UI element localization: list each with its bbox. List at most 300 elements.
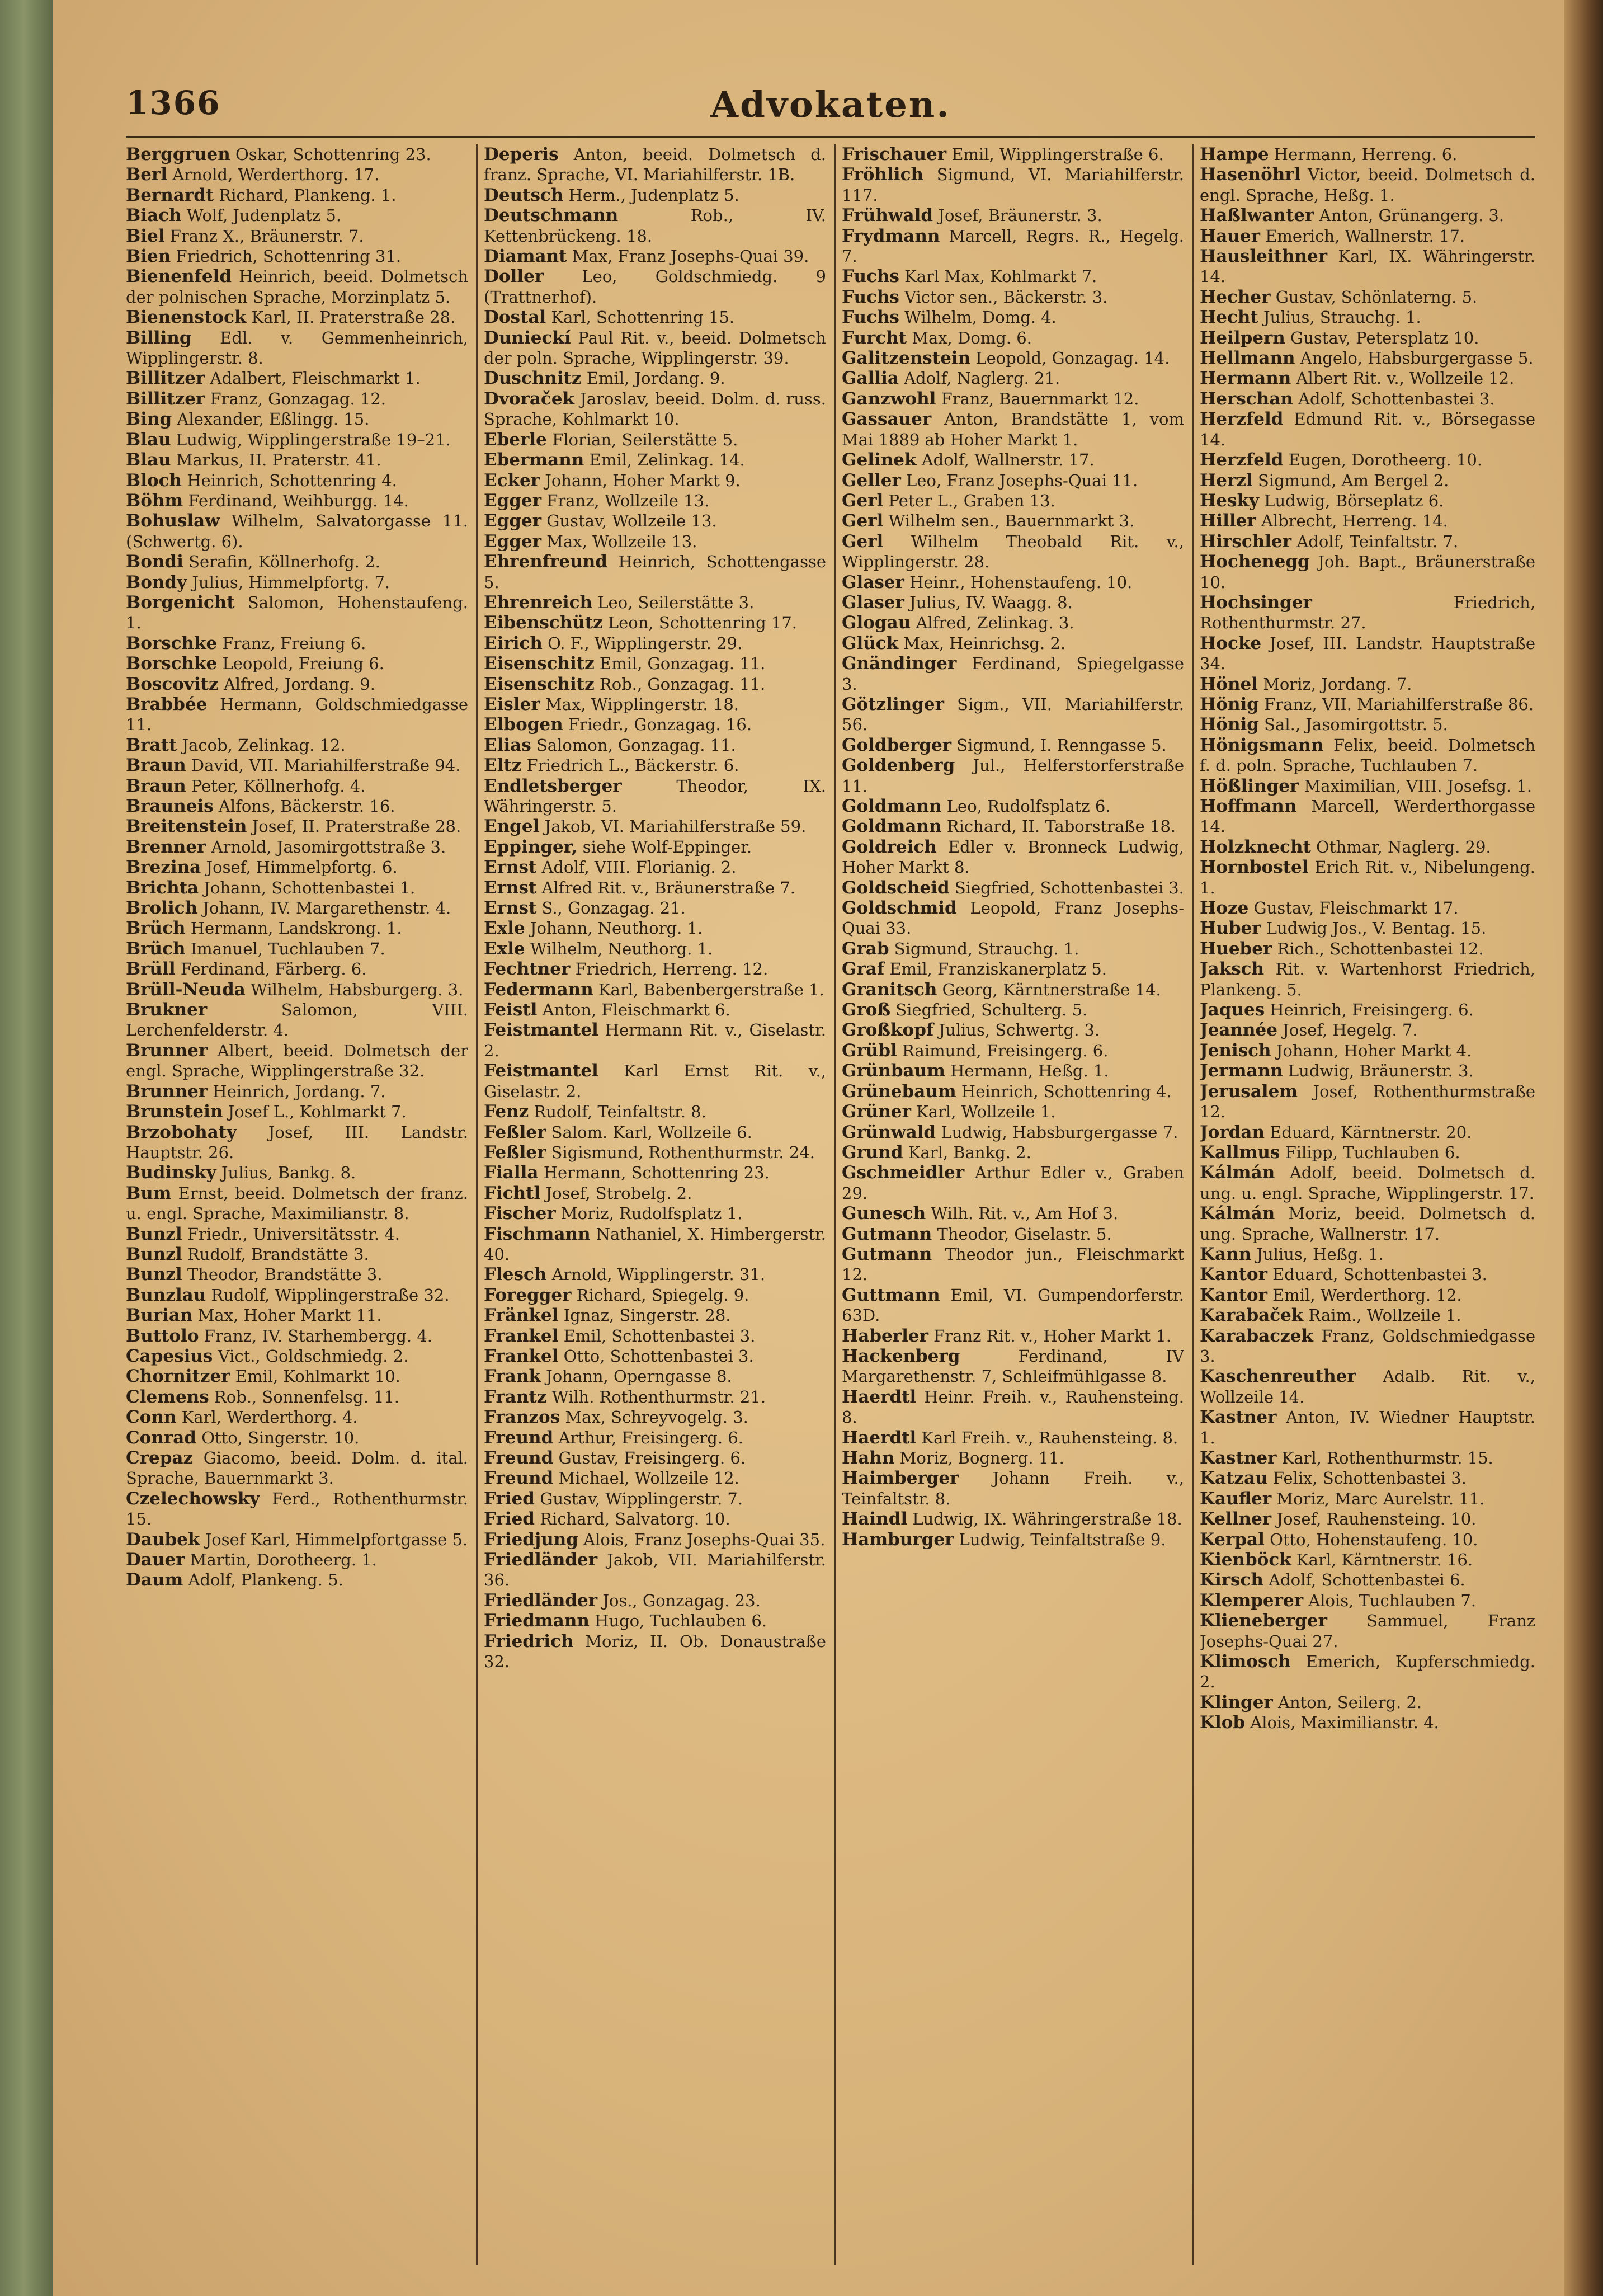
directory-entry: [842, 816, 1184, 836]
entry-name: Ehrenfreund: [484, 552, 607, 572]
directory-entry: [484, 898, 826, 918]
entry-name: Brüch: [126, 938, 186, 959]
entry-name: Fried: [484, 1488, 535, 1509]
directory-entry: [484, 735, 826, 755]
directory-entry: [484, 266, 826, 307]
entry-details: Adolf, VIII. Florianig. 2.: [536, 858, 737, 877]
entry-name: Haerdtl: [842, 1427, 917, 1448]
entry-name: Fuchs: [842, 307, 899, 328]
entry-details: Edl. v. Gemmenheinrich, Wipplingerstr. 8.: [126, 328, 468, 368]
directory-entry: [484, 1366, 826, 1386]
entry-details: Sigmund, Strauchg. 1.: [889, 939, 1079, 958]
entry-details: Albert Rit. v., Wollzeile 12.: [1291, 369, 1515, 388]
entry-details: Vict., Goldschmiedg. 2.: [213, 1346, 409, 1366]
entry-details: Wilhelm, Habsburgerg. 3.: [245, 980, 464, 999]
directory-entry: [484, 714, 826, 735]
entry-details: Moriz, Bognerg. 11.: [894, 1448, 1064, 1467]
entry-details: Imanuel, Tuchlauben 7.: [185, 939, 385, 958]
directory-entry: [842, 1122, 1184, 1142]
directory-entry: [126, 857, 468, 877]
entry-details: Heinrich, beeid. Dolmetsch der polnischen Sprache, Morzinplatz 5.: [126, 267, 468, 307]
entry-details: Salom. Karl, Wollzeile 6.: [546, 1122, 752, 1142]
directory-entry: [842, 653, 1184, 694]
entry-details: Alfred, Jordang. 9.: [218, 674, 375, 694]
entry-details: Arthur, Freisingerg. 6.: [553, 1428, 743, 1447]
directory-entry: [842, 368, 1184, 388]
entry-details: Giacomo, beeid. Dolm. d. ital. Sprache, Bauernmarkt 3.: [126, 1448, 468, 1488]
entry-details: Emil, Schottenbastei 3.: [558, 1326, 756, 1345]
directory-entry: [484, 1346, 826, 1366]
entry-name: Hackenberg: [842, 1345, 960, 1366]
directory-entry: [842, 1163, 1184, 1203]
entry-name: Czelechowsky: [126, 1488, 260, 1509]
directory-entry: [1200, 1448, 1535, 1468]
entry-details: Friedrich, Schottenring 31.: [171, 247, 402, 266]
directory-entry: [1200, 1203, 1535, 1244]
entry-details: Sigmund, Am Bergel 2.: [1252, 471, 1449, 490]
entry-name: Grünebaum: [842, 1081, 956, 1102]
entry-name: Bunzl: [126, 1264, 182, 1285]
directory-entry: [842, 1203, 1184, 1224]
directory-entry: [126, 471, 468, 491]
directory-entry: [484, 592, 826, 613]
page-header: [126, 84, 1535, 134]
entry-details: Emil, Wipplingerstraße 6.: [946, 145, 1164, 164]
entry-name: Glaser: [842, 592, 904, 613]
entry-name: Feistmantel: [484, 1020, 598, 1041]
entry-name: Jaques: [1200, 1000, 1265, 1020]
entry-name: Grünbaum: [842, 1061, 945, 1081]
directory-entry: [484, 471, 826, 491]
entry-name: Bloch: [126, 470, 182, 491]
entry-details: Emil, Zelinkag. 14.: [584, 450, 745, 470]
entry-details: Arnold, Jasomirgottstraße 3.: [206, 837, 446, 857]
entry-details: Friedr., Universitätsstr. 4.: [182, 1224, 400, 1244]
entry-details: Julius, Bankg. 8.: [216, 1163, 356, 1183]
entry-name: Gerl: [842, 531, 884, 552]
entry-name: Kastner: [1200, 1407, 1277, 1428]
directory-entry: [484, 980, 826, 1000]
entry-details: Martin, Dorotheerg. 1.: [185, 1550, 377, 1570]
directory-entry: [484, 1102, 826, 1122]
entry-details: Moriz, beeid. Dolmetsch d. ung. Sprache, Wallnerstr. 17.: [1200, 1204, 1535, 1244]
page-edge: [1564, 0, 1603, 2296]
entry-name: Egger: [484, 511, 542, 531]
entry-details: Karl, Babenbergerstraße 1.: [593, 980, 824, 999]
entry-name: Friedrich: [484, 1631, 574, 1652]
entry-name: Glaser: [842, 572, 904, 592]
entry-details: Erich Rit. v., Nibelungeng. 1.: [1200, 858, 1535, 897]
directory-entry: [842, 1081, 1184, 1102]
entry-name: Brüll-Neuda: [126, 979, 246, 1000]
entry-name: Bunzl: [126, 1244, 182, 1264]
directory-entry: [484, 1224, 826, 1265]
entry-name: Chornitzer: [126, 1366, 230, 1387]
directory-entry: [484, 389, 826, 430]
directory-entry: [1200, 837, 1535, 857]
entry-name: Fischer: [484, 1203, 556, 1224]
entry-name: Gschmeidler: [842, 1163, 965, 1183]
entry-name: Fuchs: [842, 286, 899, 307]
directory-entry: [1200, 1591, 1535, 1611]
directory-entry: [842, 164, 1184, 205]
entry-name: Gelinek: [842, 450, 917, 471]
entry-name: Hampe: [1200, 144, 1269, 164]
entry-details: Ludwig, Börseplatz 6.: [1258, 491, 1444, 510]
entry-name: Eberle: [484, 429, 547, 450]
directory-entry: [484, 205, 826, 246]
entry-details: Raim., Wollzeile 1.: [1303, 1306, 1461, 1325]
entry-details: Sigismund, Rothenthurmstr. 24.: [546, 1142, 815, 1162]
entry-name: Klieneberger: [1200, 1611, 1327, 1631]
entry-name: Großkopf: [842, 1020, 934, 1041]
entry-name: Glück: [842, 633, 899, 653]
entry-name: Brolich: [126, 898, 198, 919]
directory-entry: [842, 1224, 1184, 1244]
directory-entry: [1200, 1020, 1535, 1040]
entry-details: Leo, Franz Josephs-Quai 11.: [900, 471, 1138, 490]
entry-details: Raimund, Freisingerg. 6.: [897, 1041, 1109, 1060]
entry-details: Karl, Schottenring 15.: [546, 308, 735, 327]
entry-name: Bien: [126, 246, 171, 267]
entry-details: Theodor jun., Fleischmarkt 12.: [842, 1244, 1184, 1285]
entry-details: Anton, Grünangerg. 3.: [1314, 206, 1505, 225]
directory-entry: [126, 491, 468, 511]
entry-details: Rob., Sonnenfelsg. 11.: [209, 1387, 400, 1406]
entry-details: Adalb. Rit. v., Wollzeile 14.: [1200, 1367, 1535, 1406]
entry-details: Friedrich L., Bäckerstr. 6.: [521, 756, 739, 775]
entry-details: Karl, Rothenthurmstr. 15.: [1276, 1448, 1493, 1467]
entry-details: Wilhelm Theobald Rit. v., Wipplingerstr. 28.: [842, 531, 1184, 572]
directory-entry: [484, 491, 826, 511]
entry-details: Franz, Wollzeile 13.: [541, 491, 710, 510]
directory-entry: [126, 572, 468, 592]
entry-name: Bienenfeld: [126, 266, 232, 287]
entry-name: Hochsinger: [1200, 592, 1312, 613]
entry-name: Borschke: [126, 653, 218, 674]
entry-name: Hönel: [1200, 674, 1258, 694]
directory-entry: [1200, 857, 1535, 898]
directory-entry: [484, 878, 826, 898]
entry-name: Deutsch: [484, 185, 564, 205]
directory-entry: [126, 1387, 468, 1407]
entry-name: Blau: [126, 450, 171, 471]
entry-details: Ludwig, Habsburgergasse 7.: [936, 1122, 1178, 1142]
entry-name: Fischmann: [484, 1224, 591, 1244]
entry-details: Edmund Rit. v., Börsegasse 14.: [1200, 410, 1535, 449]
entry-name: Braun: [126, 775, 186, 796]
entry-name: Klemperer: [1200, 1590, 1304, 1611]
entry-details: Leo, Seilerstätte 3.: [592, 592, 755, 612]
entry-name: Fialla: [484, 1163, 539, 1183]
entry-name: Haerdtl: [842, 1386, 917, 1407]
entry-name: Budinsky: [126, 1163, 216, 1183]
directory-entry: [842, 328, 1184, 348]
entry-details: Alfred Rit. v., Bräunerstraße 7.: [536, 878, 796, 897]
entry-name: Bondi: [126, 552, 183, 572]
entry-name: Berl: [126, 164, 168, 185]
entry-details: Richard, II. Taborstraße 18.: [941, 817, 1176, 836]
directory-entry: [842, 266, 1184, 286]
entry-details: Wilhelm sen., Bauernmarkt 3.: [883, 511, 1135, 531]
entry-details: Herm., Judenplatz 5.: [563, 185, 739, 205]
directory-entry: [842, 898, 1184, 939]
entry-name: Feßler: [484, 1142, 546, 1163]
directory-entry: [842, 735, 1184, 755]
directory-entry: [1200, 1061, 1535, 1081]
entry-name: Goldreich: [842, 836, 937, 857]
entry-details: Leopold, Freiung 6.: [217, 654, 384, 674]
entry-name: Brzobohaty: [126, 1122, 237, 1142]
entry-details: Gustav, Fleischmarkt 17.: [1248, 898, 1459, 918]
directory-entry: [126, 266, 468, 307]
entry-details: Michael, Wollzeile 12.: [553, 1469, 739, 1488]
column-divider: [476, 144, 478, 2265]
directory-entry: [126, 980, 468, 1000]
entry-details: Emil, Kohlmarkt 10.: [230, 1367, 400, 1386]
directory-entry: [1200, 246, 1535, 287]
entry-details: Emil, Franziskanerplatz 5.: [884, 959, 1107, 979]
entry-name: Jermann: [1200, 1061, 1283, 1081]
directory-entry: [842, 837, 1184, 878]
entry-details: Karl Freih. v., Rauhensteing. 8.: [916, 1428, 1178, 1447]
entry-name: Bohuslaw: [126, 511, 220, 531]
directory-entry: [126, 1570, 468, 1590]
entry-details: Johann, Operngasse 8.: [540, 1367, 732, 1386]
directory-entry: [1200, 307, 1535, 327]
directory-entry: [842, 471, 1184, 491]
entry-name: Hoffmann: [1200, 796, 1297, 816]
entry-name: Frank: [484, 1366, 541, 1387]
entry-name: Diamant: [484, 246, 567, 267]
directory-entry: [484, 450, 826, 470]
entry-name: Crepaz: [126, 1448, 194, 1468]
entry-name: Ernst: [484, 857, 537, 878]
entry-details: Wilhelm, Salvatorgasse 11. (Schwertg. 6).: [126, 511, 468, 551]
directory-entry: [126, 796, 468, 816]
entry-name: Bunzl: [126, 1224, 182, 1244]
entry-details: Jaroslav, beeid. Dolm. d. russ. Sprache, Kohlmarkt 10.: [484, 389, 826, 429]
entry-details: Johann, Hoher Markt 9.: [540, 471, 741, 490]
entry-name: Grab: [842, 938, 889, 959]
entry-details: Max, Domg. 6.: [907, 328, 1032, 347]
entry-name: Brabbée: [126, 694, 208, 714]
directory-entry: [484, 1305, 826, 1325]
directory-entry: [842, 389, 1184, 409]
entry-name: Brauneis: [126, 796, 214, 816]
directory-entry: [126, 1102, 468, 1122]
entry-name: Dvoraček: [484, 388, 575, 409]
directory-entry: [126, 307, 468, 327]
directory-entry: [126, 185, 468, 205]
entry-name: Bratt: [126, 735, 177, 755]
directory-entry: [842, 878, 1184, 898]
entry-name: Freund: [484, 1448, 554, 1468]
entry-name: Elbogen: [484, 714, 563, 735]
entry-details: Salomon, Hohenstaufeng. 1.: [126, 592, 468, 633]
directory-entry: [126, 389, 468, 409]
directory-entry: [1200, 389, 1535, 409]
entry-name: Gassauer: [842, 409, 932, 430]
column-1: [126, 144, 468, 2265]
entry-name: Fröhlich: [842, 164, 923, 185]
directory-entry: [126, 816, 468, 836]
entry-details: Josef, Rothenthurmstraße 12.: [1200, 1081, 1535, 1122]
entry-details: Richard, Plankeng. 1.: [214, 185, 397, 205]
entry-name: Blau: [126, 429, 171, 450]
entry-details: Franz, Freiung 6.: [217, 633, 366, 653]
directory-entry: [484, 755, 826, 775]
entry-details: Victor sen., Bäckerstr. 3.: [899, 287, 1108, 307]
entry-name: Hecht: [1200, 307, 1258, 328]
entry-details: Arnold, Werderthorg. 17.: [167, 165, 380, 185]
entry-name: Hiller: [1200, 511, 1256, 531]
directory-entry: [1200, 205, 1535, 225]
directory-entry: [842, 287, 1184, 307]
entry-name: Heilpern: [1200, 327, 1285, 348]
directory-entry: [126, 1326, 468, 1346]
entry-details: Ferdinand, Weihburgg. 14.: [183, 491, 409, 510]
entry-name: Galitzenstein: [842, 348, 971, 369]
directory-entry: [126, 164, 468, 185]
entry-details: Karl, II. Praterstraße 28.: [246, 308, 456, 327]
entry-name: Federmann: [484, 979, 593, 1000]
entry-name: Goldenberg: [842, 755, 955, 776]
entry-name: Doller: [484, 266, 544, 287]
entry-details: Franz Rit. v., Hoher Markt 1.: [928, 1326, 1172, 1345]
entry-details: Peter L., Graben 13.: [883, 491, 1055, 510]
entry-details: Eduard, Kärntnerstr. 20.: [1264, 1122, 1472, 1142]
directory-entry: [1200, 450, 1535, 470]
directory-entry: [484, 185, 826, 205]
directory-entry: [1200, 592, 1535, 633]
entry-name: Holzknecht: [1200, 836, 1311, 857]
entry-details: Johann, Schottenbastei 1.: [199, 878, 416, 897]
entry-name: Deutschmann: [484, 205, 619, 226]
entry-name: Foregger: [484, 1285, 572, 1305]
directory-entry: [1200, 694, 1535, 714]
entry-details: Salomon, VIII. Lerchenfelderstr. 4.: [126, 1000, 468, 1040]
entry-name: Hahn: [842, 1448, 895, 1468]
directory-entry: [1200, 776, 1535, 796]
entry-details: Heinrich, Jordang. 7.: [208, 1081, 386, 1101]
directory-entry: [842, 450, 1184, 470]
entry-name: Huber: [1200, 918, 1261, 939]
entry-details: Theodor, Giselastr. 5.: [932, 1224, 1112, 1244]
entry-details: Friedr., Gonzagag. 16.: [563, 715, 752, 735]
page-title: Advokaten.: [710, 84, 951, 126]
entry-details: Max, Wipplingerstr. 18.: [540, 694, 739, 714]
entry-details: Rudolf, Brandstätte 3.: [182, 1244, 369, 1264]
entry-name: Herzfeld: [1200, 450, 1284, 471]
directory-entry: [1200, 1468, 1535, 1488]
entry-details: Marcell, Werderthorgasse 14.: [1200, 797, 1535, 836]
entry-name: Friedjung: [484, 1529, 578, 1550]
directory-entry: [1200, 1244, 1535, 1264]
entry-name: Jerusalem: [1200, 1081, 1298, 1102]
entry-details: Marcell, Regrs. R., Hegelg. 7.: [842, 226, 1184, 266]
entry-details: Moriz, Marc Aurelstr. 11.: [1271, 1489, 1485, 1508]
entry-name: Haindl: [842, 1509, 908, 1530]
entry-details: Emil, VI. Gumpendorferstr. 63D.: [842, 1285, 1184, 1325]
entry-name: Eisenschitz: [484, 653, 595, 674]
entry-name: Eibenschütz: [484, 613, 603, 633]
entry-name: Flesch: [484, 1264, 547, 1285]
entry-details: Anton, Seilerg. 2.: [1272, 1692, 1422, 1712]
entry-name: Klob: [1200, 1712, 1246, 1733]
directory-entry: [126, 205, 468, 225]
entry-name: Gutmann: [842, 1244, 932, 1264]
entry-name: Bernardt: [126, 185, 214, 205]
directory-entry: [842, 1142, 1184, 1163]
directory-entry: [126, 1041, 468, 1081]
directory-entry: [1200, 959, 1535, 1000]
entry-details: Salomon, Gonzagag. 11.: [531, 735, 736, 755]
entry-details: Eduard, Schottenbastei 3.: [1267, 1265, 1487, 1285]
entry-details: Ludwig, Teinfaltstraße 9.: [954, 1530, 1166, 1549]
entry-details: Theodor, IX. Währingerstr. 5.: [484, 776, 826, 816]
entry-details: Wilh. Rit. v., Am Hof 3.: [926, 1204, 1119, 1224]
directory-entry: [1200, 1652, 1535, 1692]
entry-name: Hamburger: [842, 1529, 954, 1550]
directory-entry: [484, 1387, 826, 1407]
entry-details: Otto, Hohenstaufeng. 10.: [1264, 1530, 1478, 1549]
entry-name: Jaksch: [1200, 959, 1265, 980]
entry-name: Eisler: [484, 694, 540, 714]
entry-details: Josef, Strobelg. 2.: [540, 1183, 692, 1203]
entry-name: Engel: [484, 816, 540, 837]
entry-details: Franz, VII. Mariahilferstraße 86.: [1258, 694, 1534, 714]
directory-entry: [842, 531, 1184, 572]
directory-entry: [484, 552, 826, 592]
entry-name: Haßlwanter: [1200, 205, 1314, 226]
entry-name: Bondy: [126, 572, 187, 592]
entry-name: Daum: [126, 1570, 183, 1591]
entry-details: Max, Wollzeile 13.: [541, 531, 697, 551]
entry-name: Grüner: [842, 1102, 911, 1122]
entry-name: Herschan: [1200, 388, 1293, 409]
entry-details: S., Gonzagag. 21.: [536, 898, 686, 918]
entry-name: Karabaczek: [1200, 1325, 1313, 1346]
entry-details: Anton, Fleischmarkt 6.: [537, 1000, 730, 1020]
directory-entry: [842, 1387, 1184, 1428]
entry-details: Arnold, Wipplingerstr. 31.: [546, 1265, 766, 1285]
entry-details: Josef, III. Landstr. Hauptstraße 34.: [1200, 633, 1535, 674]
entry-details: Adolf, beeid. Dolmetsch d. ung. u. engl. Sprache, Wipplingerstr. 17.: [1200, 1163, 1535, 1203]
entry-name: Elias: [484, 735, 531, 755]
entry-name: Kaufler: [1200, 1488, 1272, 1509]
directory-entry: [842, 409, 1184, 450]
entry-name: Goldschmid: [842, 898, 957, 919]
entry-name: Dunieckí: [484, 327, 571, 348]
entry-name: Hermann: [1200, 368, 1291, 389]
entry-details: Hermann, Schottenring 23.: [538, 1163, 770, 1183]
directory-entry: [1200, 1000, 1535, 1020]
entry-details: Rudolf, Teinfaltstr. 8.: [529, 1102, 706, 1122]
directory-entry: [484, 939, 826, 959]
entry-name: Brunner: [126, 1081, 208, 1102]
directory-entry: [1200, 939, 1535, 959]
entry-details: Johann, Neuthorg. 1.: [525, 919, 703, 938]
entry-name: Borschke: [126, 633, 218, 653]
directory-entry: [484, 511, 826, 531]
directory-entry: [1200, 1692, 1535, 1712]
entry-details: Rudolf, Wipplingerstraße 32.: [206, 1285, 450, 1305]
directory-entry: [1200, 735, 1535, 776]
directory-entry: [484, 857, 826, 877]
entry-details: Max, Heinrichsg. 2.: [898, 633, 1066, 653]
entry-name: Ernst: [484, 898, 537, 919]
